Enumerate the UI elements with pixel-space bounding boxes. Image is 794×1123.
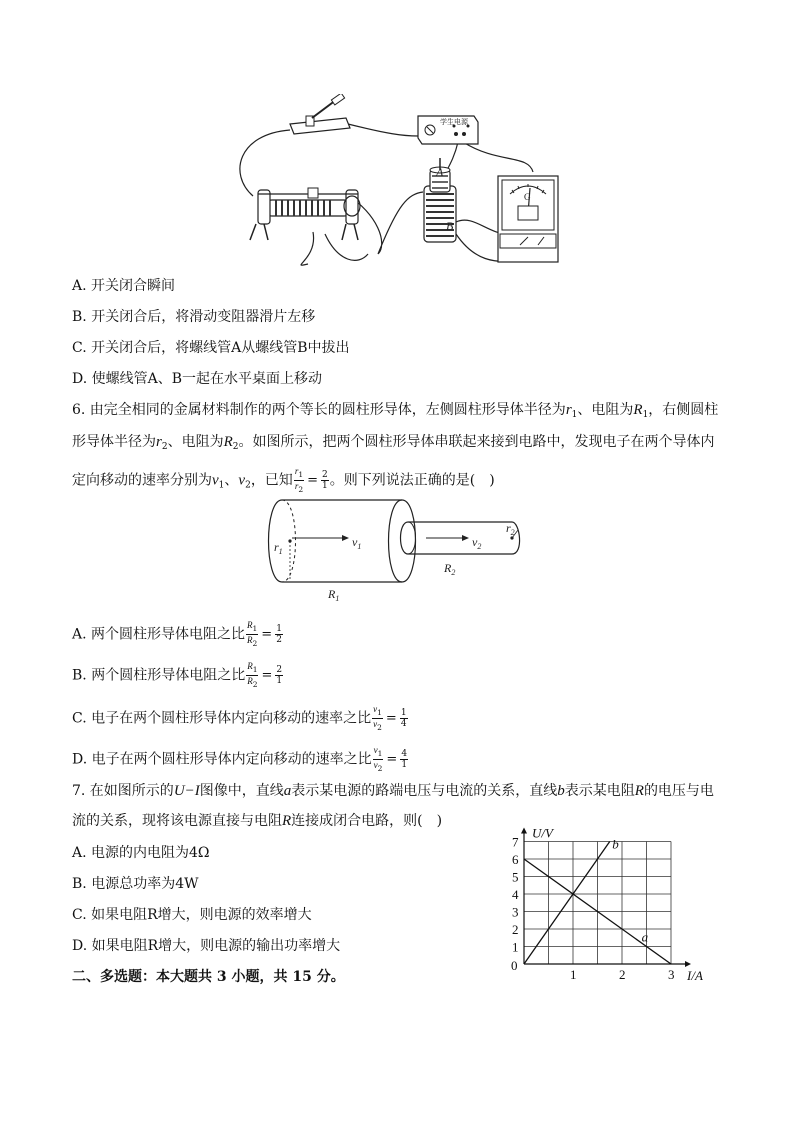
q7-stem-line1: 7. 在如图所示的U−I图像中，直线a表示某电源的路端电压与电流的关系，直线b表示某电阻R的电压与电 (72, 783, 714, 799)
svg-text:v2: $v_2$ (472, 535, 482, 551)
q6-stem-line2: 形导体半径为$r_2$、电阻为$R_2$。如图所示，把两个圆柱形导体串联起来接到电路中，发现电子在两个导体内 (72, 434, 715, 452)
svg-text:R2: $R_2$ (444, 561, 456, 577)
solenoid-assembly (424, 158, 456, 242)
series-label-a: a (641, 929, 649, 945)
given-ratio-value: $\frac{2}{1}$ (322, 469, 328, 491)
q7-option-a: A. 电源的内电阻为4Ω (72, 845, 210, 861)
galvanometer (498, 176, 558, 262)
q6-option-c: C. 电子在两个圆柱形导体内定向移动的速率之比 $\frac{v_1}{v_2}$ = $\frac{1}{4}$ (72, 704, 407, 732)
q5-option-b: B. 开关闭合后，将滑动变阻器滑片左移 (72, 309, 316, 325)
fig-v2: v (472, 535, 478, 549)
q6-cylinders-figure (262, 494, 534, 606)
chart-labels (511, 826, 703, 981)
given-ratio-fraction: $\frac{r_1}{r_2}$ (294, 466, 304, 494)
q7-ui-chart (502, 812, 720, 980)
series-label-b: b (612, 836, 619, 852)
y-tick-label: 4 (512, 887, 519, 902)
q5-option-a: A. 开关闭合瞬间 (72, 278, 176, 294)
origin-label: 0 (511, 958, 518, 973)
chart-axes (521, 825, 691, 968)
q7-stem-line2: 流的关系，现将该电源直接与电阻R连接成闭合电路，则( ) (72, 813, 443, 829)
solenoid-A-label: A (436, 165, 444, 179)
x-axis-label: I/A (687, 968, 703, 980)
y-axis-label: U/V (532, 825, 553, 841)
x-tick-label: 3 (668, 967, 675, 980)
knife-switch (290, 94, 350, 134)
x-tick-label: 2 (619, 967, 626, 980)
q6-option-b: B. 两个圆柱形导体电阻之比 $\frac{R_1}{R_2}$ = $\frac{2}{1}$ (72, 661, 283, 689)
q6-option-a: A. 两个圆柱形导体电阻之比 $\frac{R_1}{R_2}$ = $\frac{1}{2}$ (72, 620, 282, 648)
fig-v1: v (352, 535, 358, 549)
y-tick-label: 3 (512, 904, 519, 920)
power-supply-label: 学生电源 (440, 118, 468, 126)
y-axis-arrow (521, 828, 527, 834)
q6-option-d: D. 电子在两个圆柱形导体内定向移动的速率之比 $\frac{v_1}{v_2}$ = $\frac{4}{1}$ (72, 745, 408, 773)
q7-option-c: C. 如果电阻R增大，则电源的效率增大 (72, 907, 312, 923)
q6-stem-line1: 6. 由完全相同的金属材料制作的两个等长的圆柱形导体，左侧圆柱形导体半径为$r_1$、电阻为$R_1$，右侧圆柱 (72, 402, 719, 420)
q7-option-d: D. 如果电阻R增大，则电源的输出功率增大 (72, 938, 341, 954)
q5-circuit-figure (228, 94, 568, 270)
fig-R2: R (444, 561, 452, 575)
x-axis-arrow (685, 961, 691, 967)
svg-text:v1: $v_1$ (352, 535, 362, 551)
x-tick-label: 1 (570, 967, 577, 980)
y-tick-label: 2 (512, 922, 519, 937)
galvanometer-label: G (524, 192, 531, 202)
y-tick-label: 5 (512, 869, 519, 885)
rheostat (250, 188, 360, 240)
svg-text:r1: $r_1$ (274, 540, 283, 556)
solenoid-B-label: B (446, 219, 454, 233)
q5-option-d: D. 使螺线管A、B一起在水平桌面上移动 (72, 371, 323, 387)
svg-text:R1: $R_1$ (328, 587, 340, 603)
q5-option-c: C. 开关闭合后，将螺线管A从螺线管B中拔出 (72, 340, 350, 356)
fig-r1: r (274, 540, 279, 554)
y-tick-label: 6 (512, 852, 519, 867)
fig-R1: R (328, 587, 336, 601)
svg-text:r2: $r_2$ (506, 521, 515, 537)
power-supply (418, 116, 478, 144)
y-tick-label: 7 (512, 834, 519, 850)
y-tick-label: 1 (512, 939, 519, 955)
q6-stem-line3: 定向移动的速率分别为$v_1$、$v_2$，已知 $\frac{r_1}{r_2}$ = $\frac{2}{1}$ 。则下列说法正确的是( ) (72, 466, 495, 494)
q7-option-b: B. 电源总功率为4W (72, 876, 199, 892)
series-line-b (524, 842, 610, 965)
fig-r2: r (506, 521, 511, 535)
section-2-title: 二、多选题：本大题共 3 小题，共 15 分。 (72, 969, 345, 985)
